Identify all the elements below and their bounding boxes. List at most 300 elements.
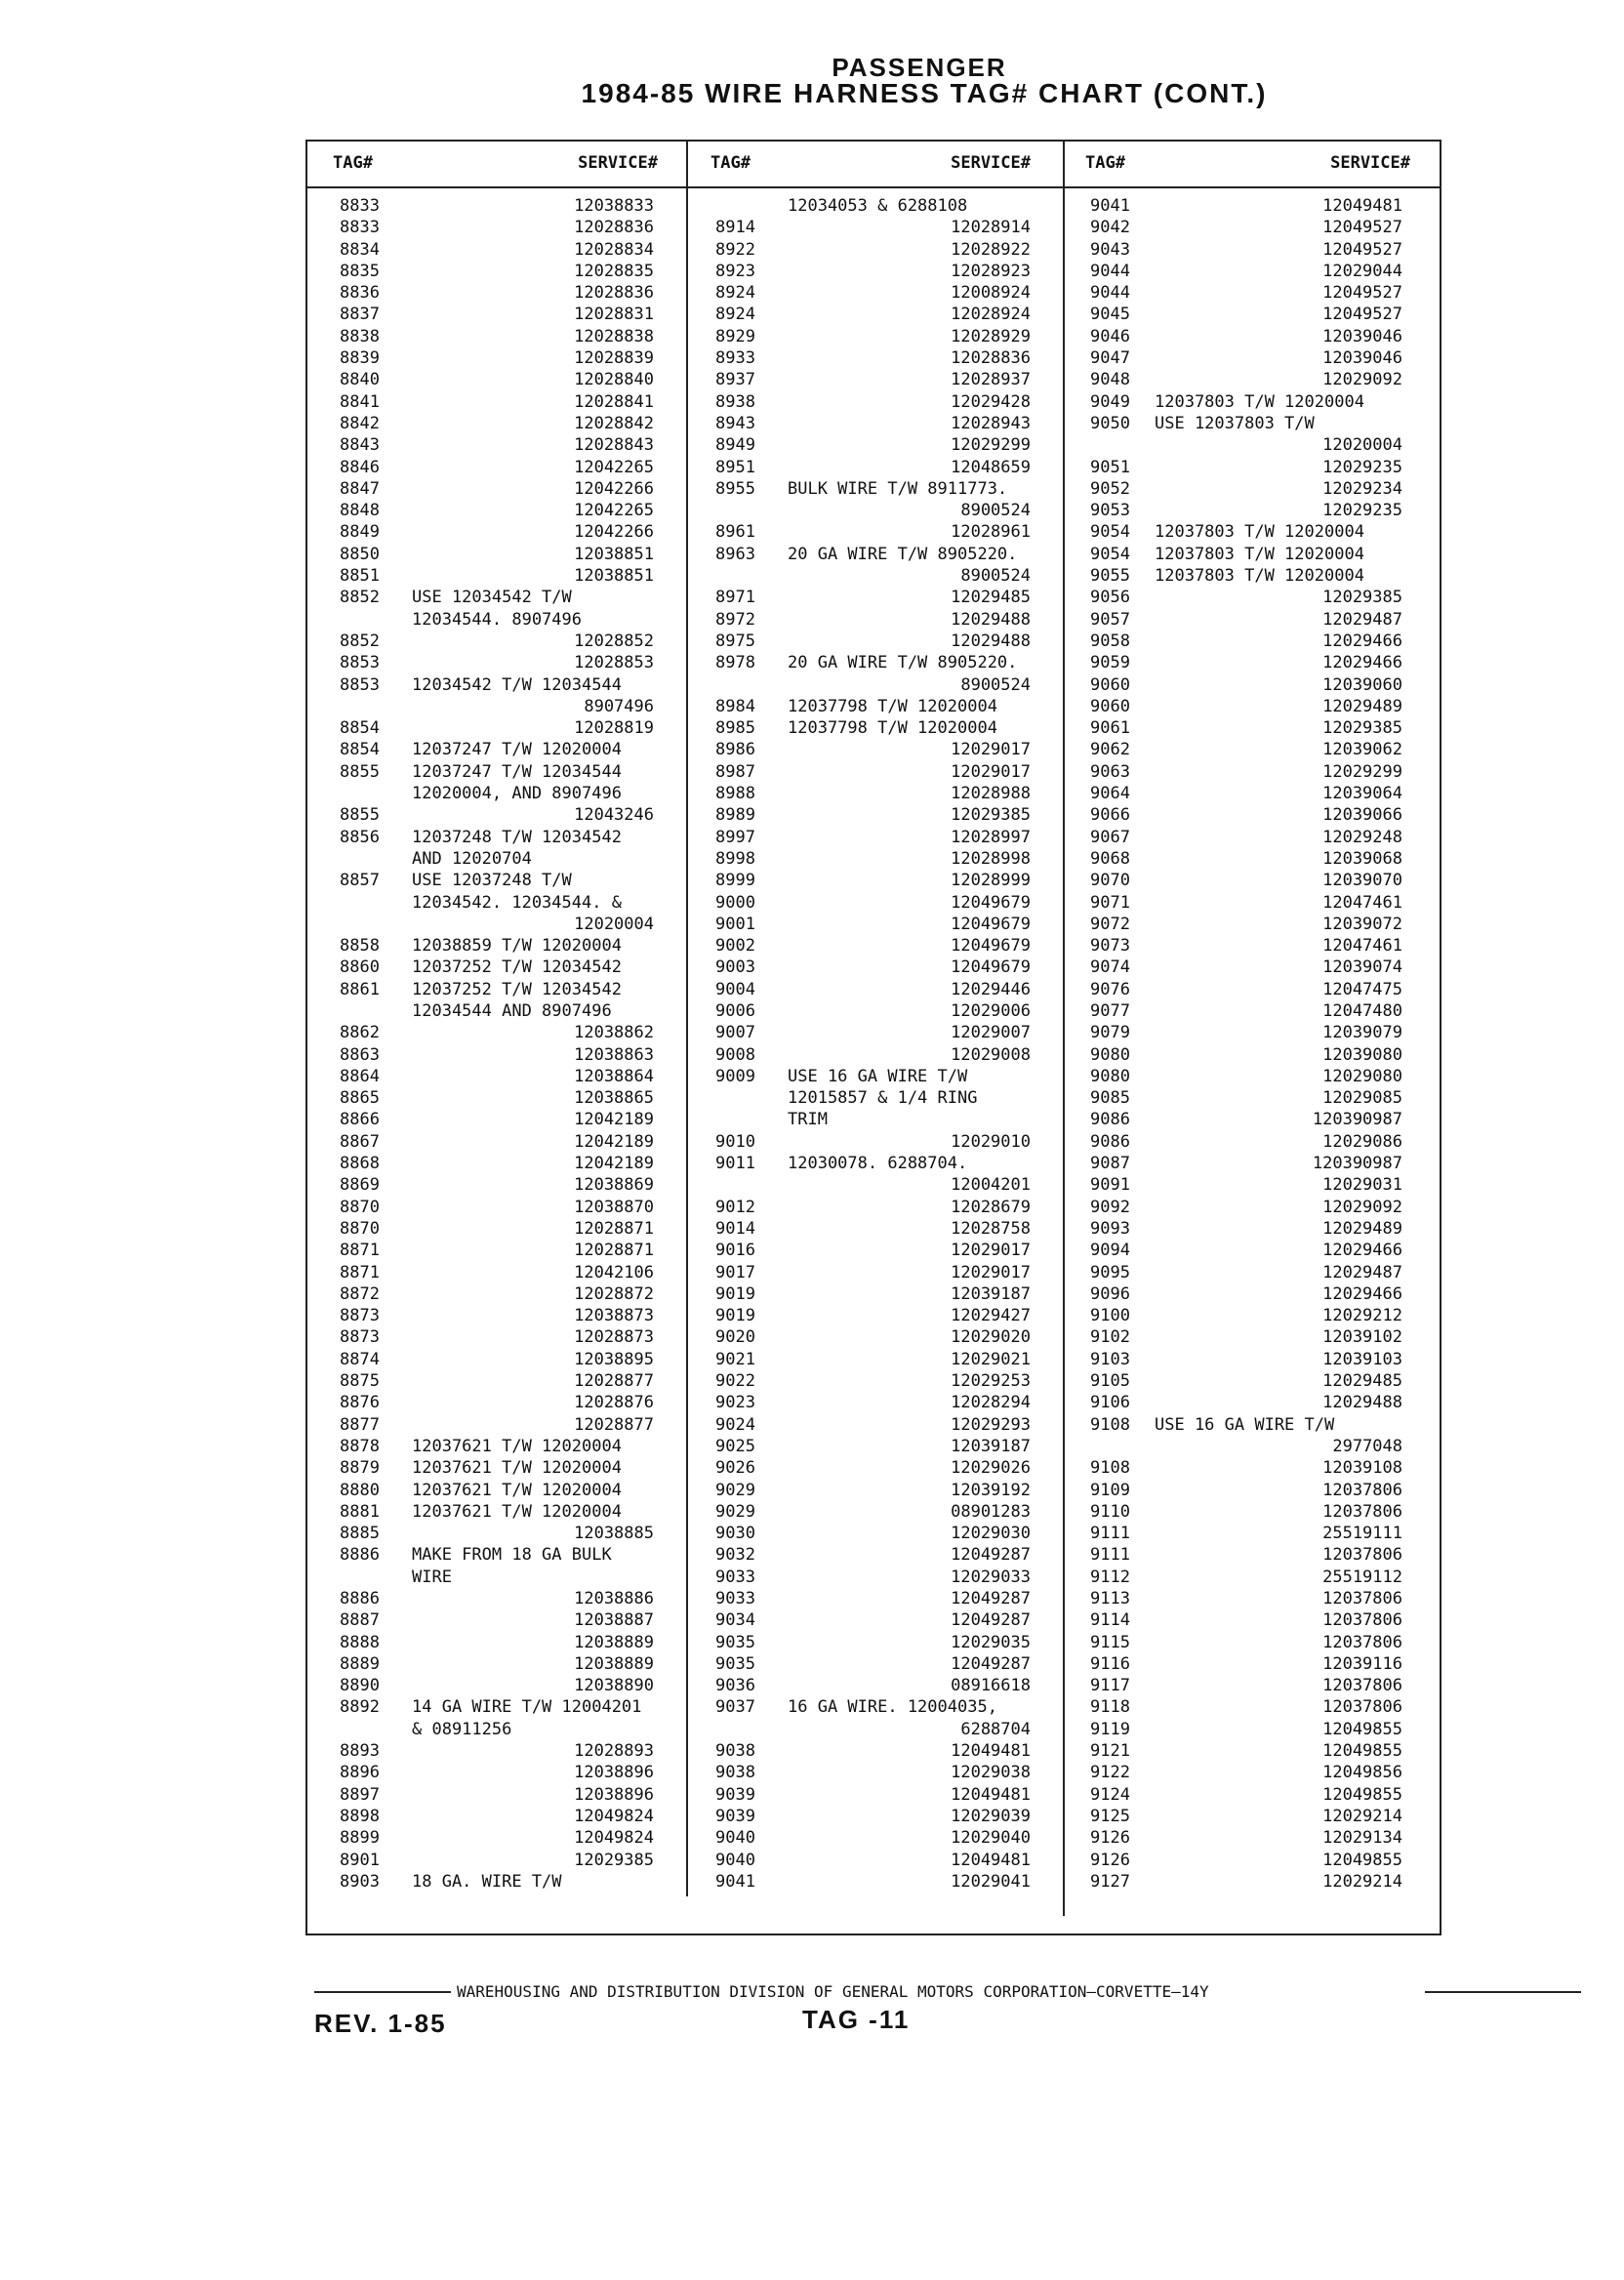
table-row xyxy=(715,1240,1031,1261)
service-number: 12029489 xyxy=(1322,1218,1402,1239)
table-row xyxy=(1090,195,1402,217)
table-row xyxy=(340,1262,654,1283)
table-row xyxy=(340,1283,654,1305)
service-number: 12029010 xyxy=(951,1131,1031,1152)
table-row xyxy=(715,478,1031,500)
tag-number: 8881 xyxy=(340,1501,380,1522)
table-row xyxy=(715,1109,1031,1130)
service-number: 12029044 xyxy=(1322,261,1402,281)
tag-number: 9119 xyxy=(1090,1719,1130,1739)
table-row xyxy=(340,1850,654,1871)
table-row xyxy=(715,1000,1031,1022)
tag-number: 8864 xyxy=(340,1066,380,1086)
tag-number: 8938 xyxy=(715,391,755,412)
tag-number: 8860 xyxy=(340,957,380,978)
tag-number: 8888 xyxy=(340,1632,380,1652)
service-number: 12020004 xyxy=(574,914,654,934)
table-row xyxy=(715,979,1031,1000)
service-number: 12029031 xyxy=(1322,1175,1402,1196)
tag-number: 8848 xyxy=(340,501,380,521)
tag-number: 9041 xyxy=(715,1871,755,1892)
table-row xyxy=(715,1283,1031,1305)
service-number: 12038895 xyxy=(574,1349,654,1369)
tag-number: 8861 xyxy=(340,979,380,999)
service-number: 12047461 xyxy=(1322,892,1402,913)
service-note: USE 16 GA WIRE T/W xyxy=(788,1066,968,1086)
tag-number: 9096 xyxy=(1090,1283,1130,1304)
service-number: 12029466 xyxy=(1322,631,1402,651)
tag-number: 8933 xyxy=(715,348,755,369)
service-number: 12028843 xyxy=(574,435,654,456)
service-number: 12028914 xyxy=(951,218,1031,238)
tag-number: 8885 xyxy=(340,1524,380,1544)
table-row xyxy=(340,1349,654,1370)
service-number: 12029026 xyxy=(951,1458,1031,1479)
tag-number: 8855 xyxy=(340,805,380,826)
service-number: 12042189 xyxy=(574,1154,654,1174)
service-number: 12042265 xyxy=(574,501,654,521)
table-row xyxy=(340,935,654,957)
service-number: 12028999 xyxy=(951,871,1031,891)
tag-number: 8854 xyxy=(340,718,380,739)
service-number: 12029020 xyxy=(951,1327,1031,1348)
service-number: 12029299 xyxy=(951,435,1031,456)
tag-number: 8951 xyxy=(715,457,755,477)
service-number: 12029039 xyxy=(951,1806,1031,1826)
table-row xyxy=(340,1806,654,1827)
table-row xyxy=(340,434,654,456)
service-number: 12049527 xyxy=(1322,218,1402,238)
tag-number: 8899 xyxy=(340,1828,380,1849)
service-number: 12029427 xyxy=(951,1306,1031,1326)
service-number: 12039187 xyxy=(951,1283,1031,1304)
table-row xyxy=(1090,848,1402,870)
table-row xyxy=(1090,1544,1402,1566)
tag-number: 9038 xyxy=(715,1741,755,1762)
tag-number: 9054 xyxy=(1090,522,1130,543)
tag-number: 9035 xyxy=(715,1653,755,1674)
service-number: 12049855 xyxy=(1322,1719,1402,1739)
service-number: 12029035 xyxy=(951,1632,1031,1652)
service-number: 12047480 xyxy=(1322,1000,1402,1021)
page-title: 1984-85 WIRE HARNESS TAG# CHART (CONT.) xyxy=(581,78,1268,108)
table-row xyxy=(1090,1740,1402,1762)
tag-number: 9029 xyxy=(715,1480,755,1500)
tag-number: 8971 xyxy=(715,588,755,608)
table-row xyxy=(340,1719,654,1740)
table-row xyxy=(340,478,654,500)
table-row xyxy=(340,1523,654,1544)
tag-number: 9010 xyxy=(715,1131,755,1152)
tag-number: 9125 xyxy=(1090,1806,1130,1826)
service-number: 120390987 xyxy=(1312,1110,1402,1130)
service-number: 12029466 xyxy=(1322,1241,1402,1261)
service-number: 12028961 xyxy=(951,522,1031,543)
revision-label: REV. 1-85 xyxy=(314,2009,447,2038)
service-note: 12037247 T/W 12034544 xyxy=(412,761,622,782)
tag-number: 9030 xyxy=(715,1524,755,1544)
service-number: 12038851 xyxy=(574,566,654,587)
tag-number: 8924 xyxy=(715,283,755,304)
tag-number: 8880 xyxy=(340,1480,380,1500)
table-row xyxy=(340,217,654,238)
table-row xyxy=(340,565,654,587)
tag-number: 9070 xyxy=(1090,871,1130,891)
table-row xyxy=(340,413,654,434)
tag-number: 8924 xyxy=(715,305,755,325)
page-heading: PASSENGER xyxy=(832,53,1007,82)
service-number: 12029212 xyxy=(1322,1306,1402,1326)
tag-number: 8838 xyxy=(340,326,380,346)
service-number: 12049481 xyxy=(951,1741,1031,1762)
service-number: 12037806 xyxy=(1322,1545,1402,1566)
table-row xyxy=(715,1588,1031,1609)
tag-number: 9048 xyxy=(1090,370,1130,390)
tag-number: 8855 xyxy=(340,761,380,782)
service-number: 12028853 xyxy=(574,653,654,673)
service-number: 12028923 xyxy=(951,261,1031,281)
table-row xyxy=(1090,1153,1402,1174)
tag-number: 8868 xyxy=(340,1154,380,1174)
service-number: 12039074 xyxy=(1322,957,1402,978)
service-number: 12029466 xyxy=(1322,653,1402,673)
table-row xyxy=(340,870,654,891)
service-number: 12039060 xyxy=(1322,674,1402,695)
service-number: 12039046 xyxy=(1322,326,1402,346)
table-row xyxy=(1090,1696,1402,1718)
table-row xyxy=(340,391,654,413)
tag-number: 9085 xyxy=(1090,1088,1130,1109)
table-row xyxy=(715,521,1031,543)
service-number: 12029085 xyxy=(1322,1088,1402,1109)
tag-number: 9105 xyxy=(1090,1371,1130,1392)
tag-number: 9042 xyxy=(1090,218,1130,238)
service-number: 12029385 xyxy=(574,1850,654,1870)
table-row xyxy=(1090,544,1402,565)
table-row xyxy=(1090,1567,1402,1588)
service-number: 12049481 xyxy=(951,1784,1031,1805)
tag-number: 8869 xyxy=(340,1175,380,1196)
service-note: AND 12020704 xyxy=(412,848,532,869)
table-row xyxy=(340,1153,654,1174)
tag-number: 8849 xyxy=(340,522,380,543)
service-number: 12029485 xyxy=(1322,1371,1402,1392)
service-number: 12028876 xyxy=(574,1393,654,1413)
service-number: 12038851 xyxy=(574,544,654,564)
service-number: 12039066 xyxy=(1322,805,1402,826)
table-row xyxy=(715,1762,1031,1783)
tag-number: 9016 xyxy=(715,1241,755,1261)
service-number: 12038865 xyxy=(574,1088,654,1109)
table-row xyxy=(340,914,654,935)
table-row xyxy=(1090,413,1402,434)
tag-number: 9019 xyxy=(715,1306,755,1326)
table-row xyxy=(1090,217,1402,238)
tag-number: 9003 xyxy=(715,957,755,978)
table-row xyxy=(1090,979,1402,1000)
service-number: 12028877 xyxy=(574,1371,654,1392)
service-number: 12049679 xyxy=(951,914,1031,934)
table-row xyxy=(1090,609,1402,631)
table-row xyxy=(340,652,654,673)
tag-number: 9092 xyxy=(1090,1197,1130,1217)
table-row xyxy=(715,1675,1031,1696)
table-row xyxy=(1090,1000,1402,1022)
service-number: 12029008 xyxy=(951,1044,1031,1065)
table-row xyxy=(340,609,654,631)
table-row xyxy=(1090,957,1402,978)
table-row xyxy=(1090,521,1402,543)
service-number: 12028893 xyxy=(574,1741,654,1762)
service-number: 12029017 xyxy=(951,1262,1031,1282)
table-row xyxy=(340,1131,654,1153)
tag-number: 9019 xyxy=(715,1283,755,1304)
table-row xyxy=(1090,1501,1402,1523)
tag-number: 9035 xyxy=(715,1632,755,1652)
service-number: 12028937 xyxy=(951,370,1031,390)
tag-number: 8854 xyxy=(340,740,380,760)
table-row xyxy=(340,717,654,739)
service-number: 12049527 xyxy=(1322,239,1402,260)
table-row xyxy=(1090,1632,1402,1653)
service-number: 12038869 xyxy=(574,1175,654,1196)
table-row xyxy=(715,239,1031,261)
table-row xyxy=(1090,914,1402,935)
footer-rule-left xyxy=(314,1991,451,1993)
service-number: 08901283 xyxy=(951,1501,1031,1522)
tag-number: 8896 xyxy=(340,1763,380,1783)
tag-number: 9004 xyxy=(715,979,755,999)
service-note: 12037803 T/W 12020004 xyxy=(1155,522,1364,543)
table-row xyxy=(715,804,1031,826)
tag-number: 8841 xyxy=(340,391,380,412)
tag-number: 9091 xyxy=(1090,1175,1130,1196)
service-number: 12004201 xyxy=(951,1175,1031,1196)
table-row xyxy=(715,761,1031,783)
tag-number: 9040 xyxy=(715,1850,755,1870)
service-number: 12038886 xyxy=(574,1589,654,1608)
service-note: MAKE FROM 18 GA BULK xyxy=(412,1545,612,1566)
service-number: 12029466 xyxy=(1322,1283,1402,1304)
table-row xyxy=(1090,282,1402,304)
table-row xyxy=(715,1153,1031,1174)
tag-number: 8853 xyxy=(340,653,380,673)
table-row xyxy=(715,1696,1031,1718)
table-row xyxy=(715,609,1031,631)
table-row xyxy=(340,783,654,804)
table-row xyxy=(1090,1218,1402,1240)
tag-number: 9060 xyxy=(1090,674,1130,695)
service-note: 18 GA. WIRE T/W xyxy=(412,1871,562,1892)
service-number: 12029489 xyxy=(1322,696,1402,716)
service-number: 12029385 xyxy=(1322,588,1402,608)
tag-number: 8835 xyxy=(340,261,380,281)
tag-number: 9024 xyxy=(715,1414,755,1435)
table-row xyxy=(340,892,654,914)
service-note: 12034053 & 6288108 xyxy=(788,196,968,216)
tag-number: 8871 xyxy=(340,1262,380,1282)
column-header-1 xyxy=(305,140,687,188)
table-row xyxy=(340,827,654,848)
table-row xyxy=(340,457,654,478)
service-number: 12039062 xyxy=(1322,740,1402,760)
tag-number: 8846 xyxy=(340,457,380,477)
table-row xyxy=(715,1414,1031,1436)
table-row xyxy=(715,1305,1031,1326)
table-row xyxy=(1090,261,1402,282)
tag-number: 8889 xyxy=(340,1653,380,1674)
service-number: 12049679 xyxy=(951,936,1031,957)
service-note: 12037621 T/W 12020004 xyxy=(412,1480,622,1500)
table-row xyxy=(1090,1066,1402,1087)
tag-number: 8850 xyxy=(340,544,380,564)
tag-number: 8878 xyxy=(340,1436,380,1456)
tag-number: 9127 xyxy=(1090,1871,1130,1892)
service-number: 12028998 xyxy=(951,848,1031,869)
table-row xyxy=(715,696,1031,717)
table-row xyxy=(340,239,654,261)
service-number: 12037806 xyxy=(1322,1632,1402,1652)
tag-number: 8853 xyxy=(340,674,380,695)
tag-number: 9079 xyxy=(1090,1023,1130,1043)
table-row xyxy=(715,783,1031,804)
service-number: 12028988 xyxy=(951,784,1031,804)
tag-number: 9102 xyxy=(1090,1327,1130,1348)
table-row xyxy=(1090,870,1402,891)
tag-number: 9067 xyxy=(1090,827,1130,847)
service-number: 6288704 xyxy=(960,1719,1031,1739)
tag-number: 9100 xyxy=(1090,1306,1130,1326)
service-number: 12029080 xyxy=(1322,1066,1402,1086)
service-number: 12048659 xyxy=(951,457,1031,477)
tag-number: 8978 xyxy=(715,653,755,673)
tag-number: 8858 xyxy=(340,936,380,957)
table-row xyxy=(715,1784,1031,1806)
service-number: 12028679 xyxy=(951,1197,1031,1217)
tag-number: 9021 xyxy=(715,1349,755,1369)
tag-number: 8984 xyxy=(715,696,755,716)
service-number: 12049856 xyxy=(1322,1763,1402,1783)
service-number: 12047461 xyxy=(1322,936,1402,957)
tag-number: 9039 xyxy=(715,1784,755,1805)
table-row xyxy=(340,1066,654,1087)
tag-number: 9113 xyxy=(1090,1589,1130,1608)
service-number: 12028838 xyxy=(574,326,654,346)
tag-number: 8890 xyxy=(340,1676,380,1696)
service-number: 12029134 xyxy=(1322,1828,1402,1849)
tag-number: 8842 xyxy=(340,413,380,433)
tag-number: 9080 xyxy=(1090,1044,1130,1065)
tag-number: 9008 xyxy=(715,1044,755,1065)
table-row xyxy=(1090,1609,1402,1631)
tag-number: 8877 xyxy=(340,1414,380,1435)
tag-number: 8893 xyxy=(340,1741,380,1762)
tag-number: 8955 xyxy=(715,478,755,499)
service-number: 12039192 xyxy=(951,1480,1031,1500)
tag-number: 9115 xyxy=(1090,1632,1130,1652)
service-number: 12039080 xyxy=(1322,1044,1402,1065)
tag-number: 8866 xyxy=(340,1110,380,1130)
table-row xyxy=(715,1827,1031,1849)
tag-number: 9087 xyxy=(1090,1154,1130,1174)
service-number: 12043246 xyxy=(574,805,654,826)
tag-number: 8943 xyxy=(715,413,755,433)
tag-number: 9108 xyxy=(1090,1458,1130,1479)
table-row xyxy=(715,1349,1031,1370)
service-note: 12037247 T/W 12020004 xyxy=(412,740,622,760)
service-number: 12029041 xyxy=(951,1871,1031,1892)
service-number: 12038885 xyxy=(574,1524,654,1544)
table-row xyxy=(340,1609,654,1631)
service-number: 12037806 xyxy=(1322,1589,1402,1608)
service-number: 12028871 xyxy=(574,1241,654,1261)
table-row xyxy=(715,347,1031,369)
tag-number: 9076 xyxy=(1090,979,1130,999)
table-row xyxy=(340,1414,654,1436)
table-row xyxy=(340,1675,654,1696)
table-row xyxy=(715,261,1031,282)
service-number: 12028943 xyxy=(951,413,1031,433)
table-row xyxy=(340,979,654,1000)
tag-number: 9080 xyxy=(1090,1066,1130,1086)
table-row xyxy=(715,1262,1031,1283)
tag-number: 8863 xyxy=(340,1044,380,1065)
table-row xyxy=(340,1632,654,1653)
tag-number: 8833 xyxy=(340,218,380,238)
service-number: 12039116 xyxy=(1322,1653,1402,1674)
tag-number: 8879 xyxy=(340,1458,380,1479)
service-note: 12038859 T/W 12020004 xyxy=(412,936,622,957)
service-number: 12049287 xyxy=(951,1653,1031,1674)
table-row xyxy=(1090,1087,1402,1109)
tag-number: 8874 xyxy=(340,1349,380,1369)
tag-number: 8975 xyxy=(715,631,755,651)
service-number: 8900524 xyxy=(960,674,1031,695)
tag-number: 9036 xyxy=(715,1676,755,1696)
table-row xyxy=(715,1174,1031,1196)
tag-number: 9054 xyxy=(1090,544,1130,564)
service-number: 12049855 xyxy=(1322,1784,1402,1805)
tag-number: 8901 xyxy=(340,1850,380,1870)
service-number: 12028831 xyxy=(574,305,654,325)
service-number: 8907496 xyxy=(584,696,654,716)
service-number: 12028836 xyxy=(574,283,654,304)
tag-number: 8998 xyxy=(715,848,755,869)
tag-number: 8833 xyxy=(340,196,380,216)
tag-number: 9106 xyxy=(1090,1393,1130,1413)
table-row xyxy=(715,848,1031,870)
tag-number: 9032 xyxy=(715,1545,755,1566)
tag-number: 8997 xyxy=(715,827,755,847)
service-note: 12037252 T/W 12034542 xyxy=(412,979,622,999)
table-row xyxy=(1090,631,1402,652)
service-number: 12008924 xyxy=(951,283,1031,304)
tag-number: 9056 xyxy=(1090,588,1130,608)
tag-header: TAG# xyxy=(710,153,751,173)
service-note: 16 GA WIRE. 12004035, xyxy=(788,1697,997,1718)
table-row xyxy=(715,1480,1031,1501)
tag-number: 9121 xyxy=(1090,1741,1130,1762)
service-number: 12049481 xyxy=(1322,196,1402,216)
table-row xyxy=(340,1588,654,1609)
service-number: 120390987 xyxy=(1312,1154,1402,1174)
table-row xyxy=(1090,935,1402,957)
table-row xyxy=(715,957,1031,978)
tag-number: 8949 xyxy=(715,435,755,456)
table-row xyxy=(1090,739,1402,760)
tag-number: 9053 xyxy=(1090,501,1130,521)
tag-number: 8875 xyxy=(340,1371,380,1392)
